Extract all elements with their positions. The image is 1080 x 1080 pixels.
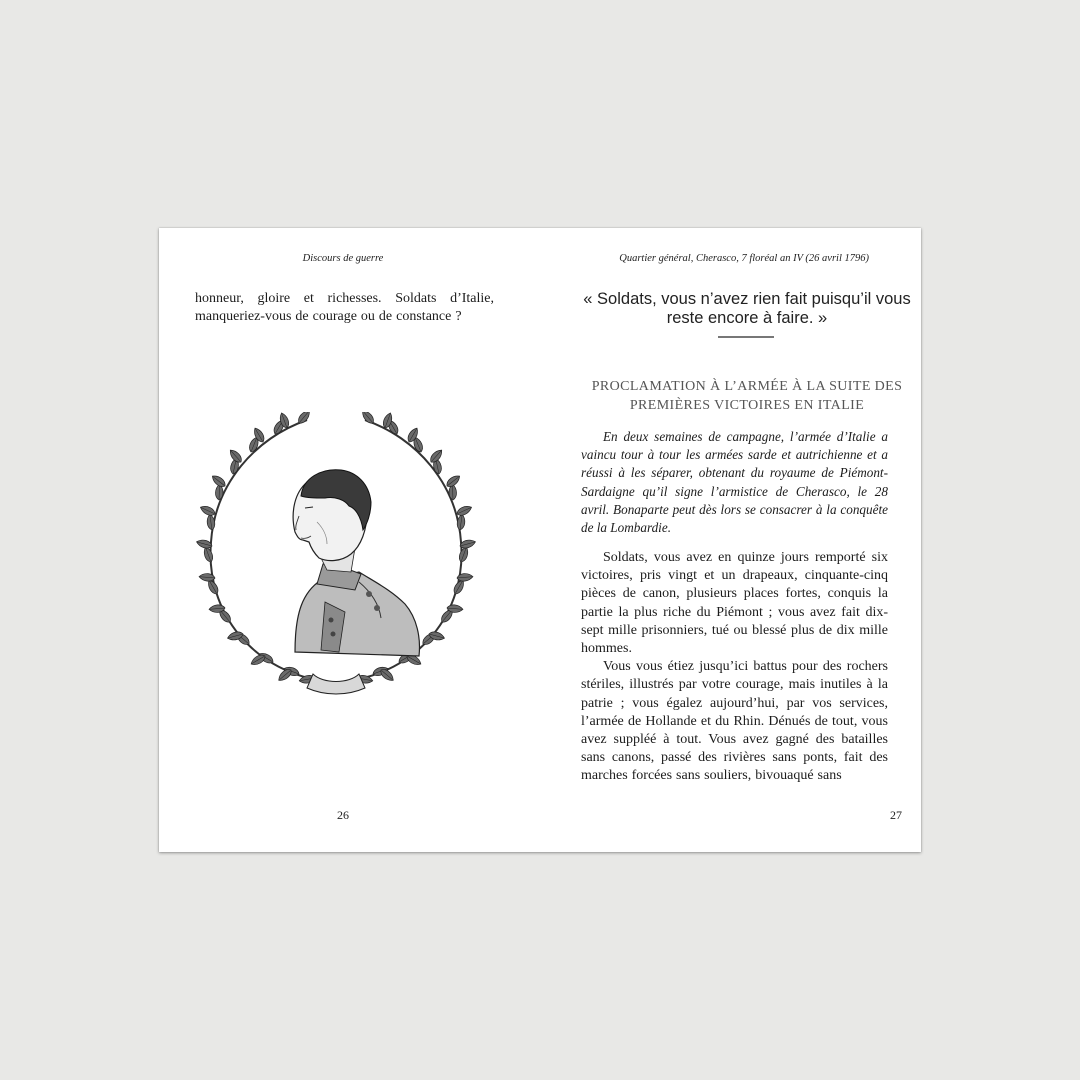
right-page-text xyxy=(581,549,888,786)
paragraph-1: Soldats, vous avez en quinze jours remporté six victoires, pris vingt et un drapeaux, cinquante-cinq pièces de canon, plusieurs places fortes, conquis la partie la plus riche du Piémont ; vous avez fait dix-sept mille prisonniers, tué ou blessé plus de dix mille hommes. xyxy=(581,550,888,657)
epigraph-quote: « Soldats, vous n’avez rien fait puisqu’il vous reste encore à faire. » xyxy=(583,290,911,327)
left-page-text: honneur, gloire et richesses. Soldats d’Italie, manqueriez-vous de courage ou de constance ? xyxy=(195,291,494,325)
left-page xyxy=(159,228,540,852)
paragraph-2: Vous vous étiez jusqu’ici battus pour des rochers stériles, illustrés par votre courage, mais inutiles à la patrie ; vous égalez aujourd’hui, par vos services, l’armée de Hollande et du Rhin. Dénués de tout, vous avez suppléé à tout. Vous avez gagné des batailles sans canons, passé des rivières sans ponts, fait des marches forcées sans souliers, bivouaqué sans xyxy=(581,659,888,784)
napoleon-bust xyxy=(293,470,419,656)
right-page xyxy=(540,228,921,852)
running-head-left: Discours de guerre xyxy=(302,253,384,264)
chapter-intro: En deux semaines de campagne, l’armée d’Italie a vaincu tour à tour les armées sarde et autrichienne et a réussi à les séparer, obtenant du royaume de Piémont-Sardaigne qu’il signe l’armistice de Cherasco, le 28 avril. Bonaparte peut dès lors se consacrer à la conquête de la Lombardie. xyxy=(581,429,888,536)
page-number-right: 27 xyxy=(890,808,902,822)
ornamental-rule xyxy=(718,336,774,338)
chapter-title: PROCLAMATION À L’ARMÉE À LA SUITE DES PREMIÈRES VICTOIRES EN ITALIE xyxy=(591,379,903,413)
napoleon-portrait-illustration xyxy=(195,412,477,702)
running-head-right: Quartier général, Cherasco, 7 floréal an IV (26 avril 1796) xyxy=(619,253,869,264)
page-number-left: 26 xyxy=(337,808,349,822)
book-spread xyxy=(159,228,921,852)
